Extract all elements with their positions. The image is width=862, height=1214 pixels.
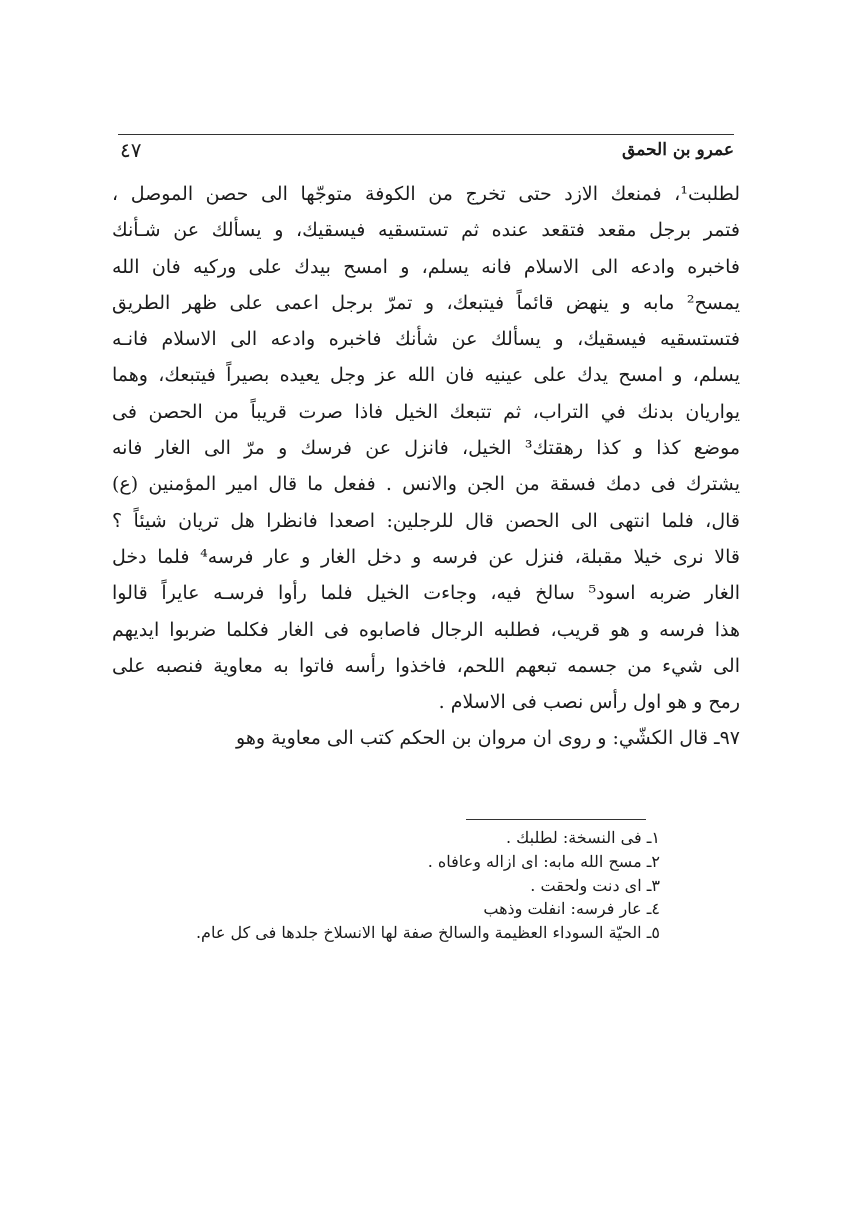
text-line: فتمر برجل مقعد فتقعد عنده ثم تستسقيه فيسقيك، و يسألك عن شـأنك xyxy=(112,219,740,242)
text-line: ٩٧ـ قال الكشّي: و روى ان مروان بن الحكم كتب الى معاوية وهو xyxy=(236,727,740,750)
footnote-line: ٣ـ اى دنت ولحقت . xyxy=(530,875,660,895)
footnote-line: ٢ـ مسح الله مابه: اى ازاله وعافاه . xyxy=(427,851,660,871)
text-line: هذا فرسه و هو قريب، فطلبه الرجال فاصابوه فى الغار فكلما ضربوا ايديهم xyxy=(112,618,740,641)
text-line: يشترك فى دمك فسقة من الجن والانس . ففعل ما قال امير المؤمنين (ع) xyxy=(112,473,740,496)
running-title: عمرو بن الحمق xyxy=(622,140,734,160)
body-text xyxy=(112,176,740,757)
page-header xyxy=(118,134,734,164)
footnote-line: ٥ـ الحيّة السوداء العظيمة والسالخ صفة لها الانسلاخ جلدها فى كل عام. xyxy=(195,923,660,943)
text-line: الى شيء من جسمه تبعهم اللحم، فاخذوا رأسه فاتوا به معاوية فنصبه على xyxy=(112,654,740,677)
text-line: لطلبت¹، فمنعك الازد حتى تخرج من الكوفة متوجّها الى حصن الموصل ، xyxy=(112,183,740,205)
footnote-rule xyxy=(466,819,646,820)
text-line: الغار ضربه اسود⁵ سالخ فيه، وجاءت الخيل فلما رأوا فرسـه عايراً قالوا xyxy=(112,582,740,605)
text-line: يمسح² مابه و ينهض قائماً فيتبعك، و تمرّ برجل اعمى على ظهر الطريق xyxy=(112,291,740,314)
text-line: فتستسقيه فيسقيك، و يسألك عن شأنك فاخبره وادعه الى الاسلام فانـه xyxy=(112,328,740,351)
text-line: يسلم، و امسح يدك على عينيه فان الله عز وجل يعيده بصيراً فيتبعك، وهما xyxy=(112,364,740,387)
text-line: موضع كذا و كذا رهقتك³ الخيل، فانزل عن فرسك و مرّ الى الغار فانه xyxy=(112,437,740,460)
text-line: قالا نرى خيلا مقبلة، فنزل عن فرسه و دخل الغار و عار فرسه⁴ فلما دخل xyxy=(112,545,740,568)
page-number: ٤٧ xyxy=(120,138,142,162)
text-line: يواريان بدنك في التراب، ثم تتبعك الخيل فاذا صرت قريباً من الحصن فى xyxy=(112,400,740,423)
footnote-line: ١ـ فى النسخة: لطلبك . xyxy=(505,828,660,847)
text-line: قال، فلما انتهى الى الحصن قال للرجلين: اصعدا فانظرا هل تريان شيئاً ؟ xyxy=(112,509,740,532)
text-line: فاخبره وادعه الى الاسلام فانه يسلم، و امسح بيدك على وركيه فان الله xyxy=(112,255,740,278)
footnote-line: ٤ـ عار فرسه: انفلت وذهب xyxy=(483,899,660,919)
header-rule xyxy=(118,134,734,135)
text-line: رمح و هو اول رأس نصب فى الاسلام . xyxy=(438,691,740,714)
footnotes xyxy=(118,826,660,945)
